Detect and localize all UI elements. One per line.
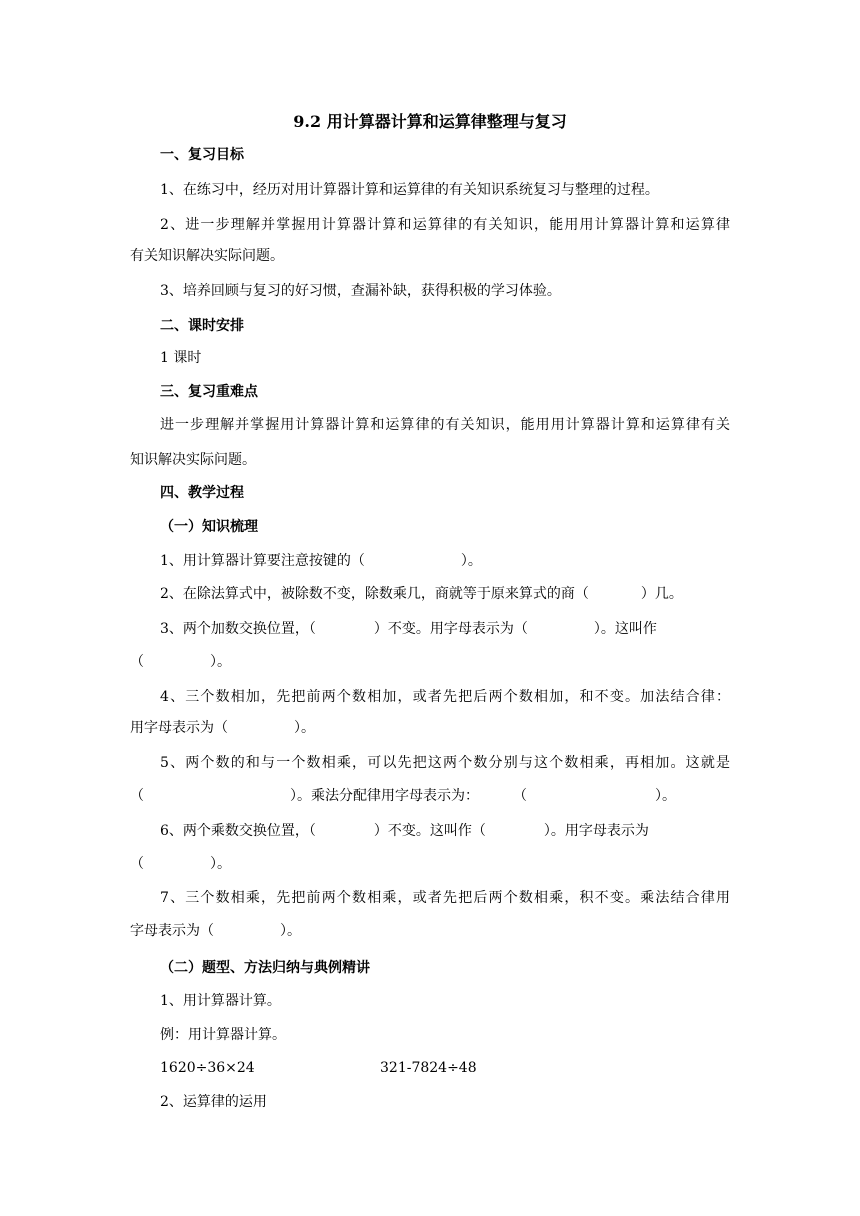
calculation-1: 1620÷36×24: [160, 1060, 255, 1076]
goal-3: 3、培养回顾与复习的好习惯，查漏补缺，获得积极的学习体验。: [160, 283, 561, 299]
question-3-line-1: 3、两个加数交换位置，（ ）不变。用字母表示为（ ）。这叫作: [160, 621, 657, 637]
subsection-heading-knowledge: （一）知识梳理: [160, 519, 258, 535]
schedule-text: 1 课时: [160, 350, 202, 366]
question-6-line-1: 6、两个乘数交换位置，（ ）不变。这叫作（ ）。用字母表示为: [160, 823, 649, 839]
section-heading-goals: 一、复习目标: [160, 147, 244, 163]
question-5-line-2: （ ）。乘法分配律用字母表示为： （ ）。: [130, 788, 676, 804]
key-points-line-1: 进一步理解并掌握用计算器计算和运算律的有关知识，能用用计算器计算和运算律有关: [160, 417, 730, 433]
topic-2: 2、运算律的运用: [160, 1094, 267, 1110]
document-title: 9.2 用计算器计算和运算律整理与复习: [293, 112, 567, 131]
goal-2-line-1: 2、进一步理解并掌握用计算器计算和运算律的有关知识，能用用计算器计算和运算律: [160, 217, 730, 233]
question-3-line-2: （ ）。: [130, 654, 231, 670]
goal-2-line-2: 有关知识解决实际问题。: [130, 248, 284, 264]
question-4-line-1: 4、三个数相加，先把前两个数相加，或者先把后两个数相加，和不变。加法结合律：: [160, 689, 730, 705]
calculation-2: 321-7824÷48: [380, 1060, 477, 1076]
question-2: 2、在除法算式中，被除数不变，除数乘几，商就等于原来算式的商（ ）几。: [160, 586, 683, 602]
topic-1: 1、用计算器计算。: [160, 993, 281, 1009]
section-heading-process: 四、教学过程: [160, 485, 244, 501]
question-7-line-1: 7、三个数相乘，先把前两个数相乘，或者先把后两个数相乘，积不变。乘法结合律用: [160, 890, 730, 906]
section-heading-key-points: 三、复习重难点: [160, 384, 258, 400]
goal-1: 1、在练习中，经历对用计算器计算和运算律的有关知识系统复习与整理的过程。: [160, 182, 659, 198]
question-6-line-2: （ ）。: [130, 856, 231, 872]
question-4-line-2: 用字母表示为（ ）。: [130, 720, 315, 736]
subsection-heading-examples: （二）题型、方法归纳与典例精讲: [160, 960, 370, 976]
example-label: 例：用计算器计算。: [160, 1027, 286, 1043]
key-points-line-2: 知识解决实际问题。: [130, 452, 256, 468]
question-5-line-1: 5、两个数的和与一个数相乘，可以先把这两个数分别与这个数相乘，再相加。这就是: [160, 755, 730, 771]
question-1: 1、用计算器计算要注意按键的（ ）。: [160, 553, 482, 569]
section-heading-schedule: 二、课时安排: [160, 318, 244, 334]
question-7-line-2: 字母表示为（ ）。: [130, 923, 301, 939]
